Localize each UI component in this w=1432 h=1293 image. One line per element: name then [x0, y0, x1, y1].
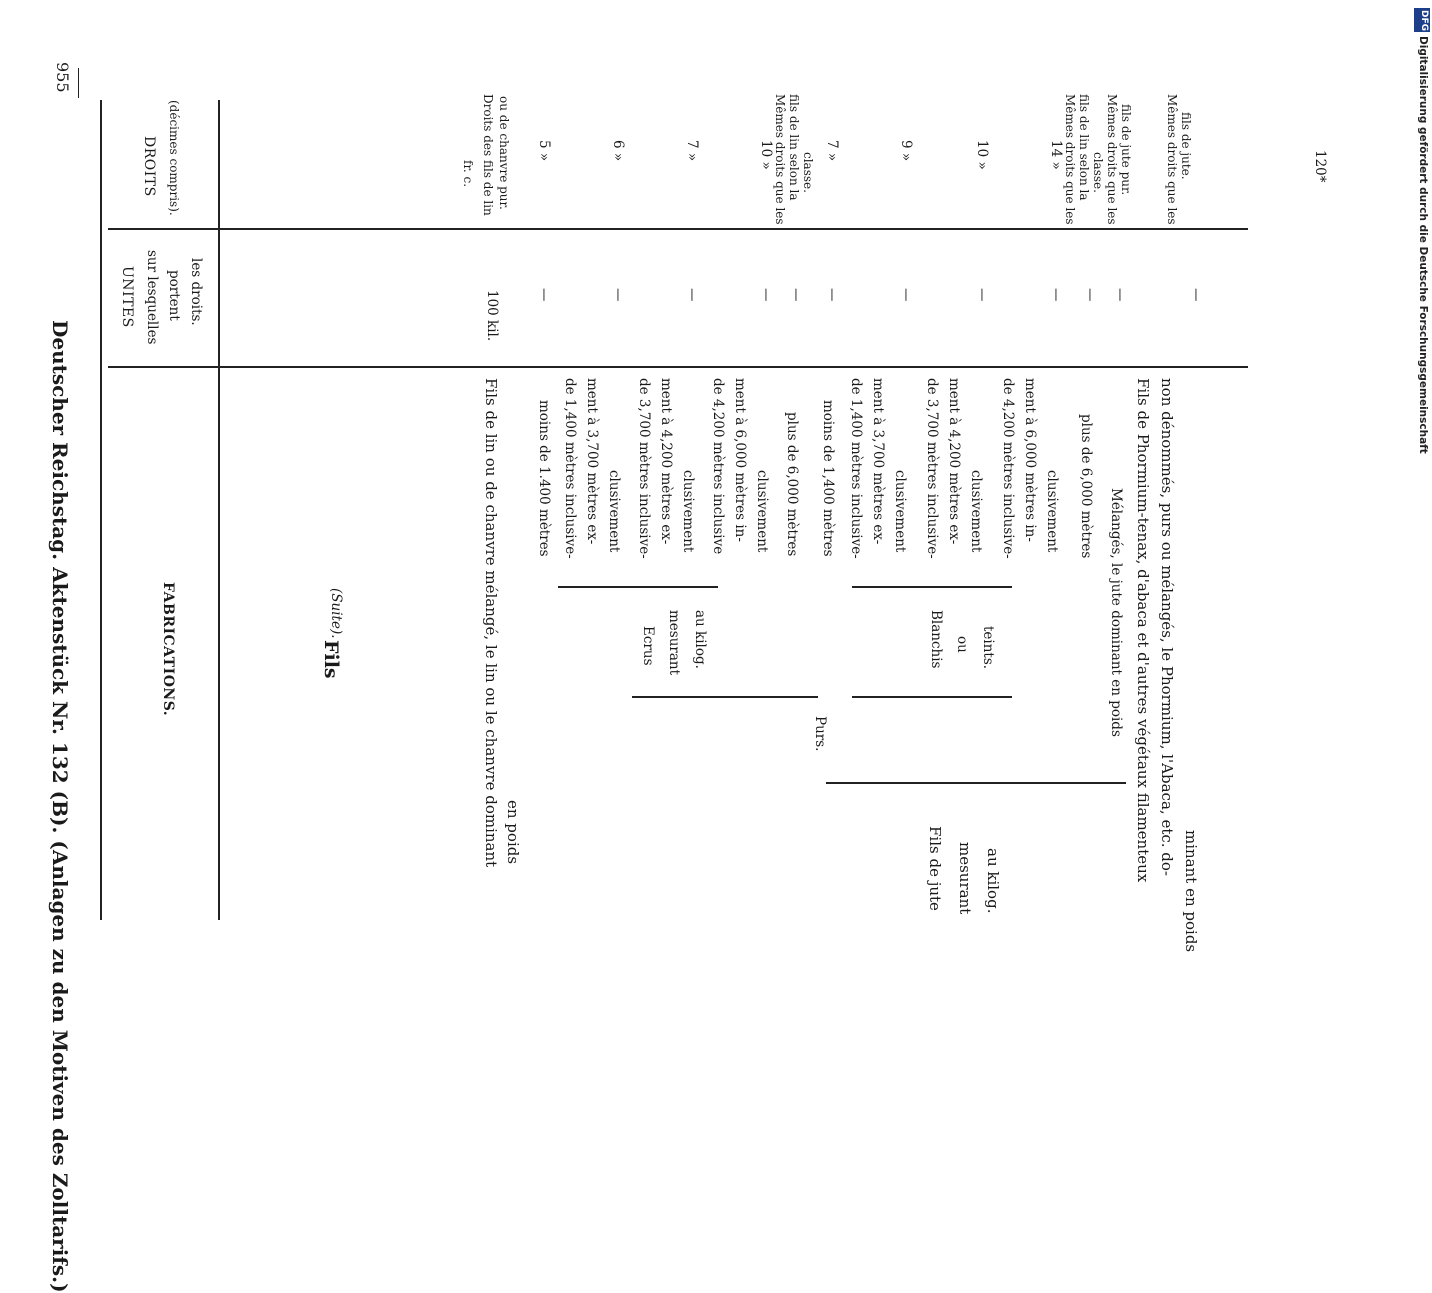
blanchis-4200-a: de 4,200 mètres inclusive- [1000, 378, 1016, 559]
col-header-unites: UNITES [119, 266, 135, 328]
brace-ecrus-outer [632, 696, 818, 698]
page-header-title: Deutscher Reichstag. Aktenstück Nr. 132 (B). (Anlagen zu den Motiven des Zolltarifs.) [48, 320, 72, 1293]
brace-purs [826, 782, 1126, 784]
ecrus-3700-b: ment à 4,200 mètres ex- [658, 378, 674, 545]
digitization-watermark: Digitalisierung gefördert durch die Deutsche Forschungsgemeinschaft [1417, 36, 1429, 454]
ecrus-1400-a: de 1,400 mètres inclusive- [562, 378, 578, 559]
header-rule [78, 68, 79, 98]
blanchis-1400-a: de 1,400 mètres inclusive- [848, 378, 864, 559]
col-header-unites-3: portent [166, 270, 182, 321]
unite-dash: — [1082, 288, 1098, 302]
unite-dash: — [824, 288, 840, 302]
blanchis-3700-b: ment à 4,200 mètres ex- [946, 378, 962, 545]
dfg-logo-text: DFG [1419, 10, 1429, 32]
row-fils-lin-line2: en poids [504, 800, 522, 865]
ecrus-1400-c: clusivement [606, 470, 622, 553]
blanchis-label-2: ou [954, 636, 970, 653]
brace-ecrus [558, 586, 718, 588]
section-title: Fils [320, 640, 342, 679]
droit-value: 7 » [824, 140, 840, 162]
ecrus-1400-b: ment à 3,700 mètres ex- [584, 378, 600, 545]
droits-memes-jute-b2: fils de jute. [1179, 112, 1193, 180]
unite-dash: — [1112, 288, 1128, 302]
ecrus-3700-c: clusivement [680, 470, 696, 553]
droits-memes-lin-2: fils de lin selon la [787, 94, 801, 201]
row-melanges: Mélangés, le jute dominant en poids [1108, 488, 1124, 737]
col-header-unites-4: les droits. [188, 258, 204, 326]
column-rule-unites [108, 366, 1248, 368]
ecrus-4200-a: de 4,200 mètres inclusive [710, 378, 726, 555]
droits-memes-lin-b2: fils de lin selon la [1077, 94, 1091, 201]
blanchis-label-3: teints. [980, 626, 996, 670]
ecrus-label-1: Ecrus [640, 626, 656, 666]
droits-lin-1: Droits des fils de lin [481, 94, 495, 216]
droits-memes-jute-b1: Mêmes droits que les [1165, 94, 1179, 225]
jute-label-2: mesurant [956, 842, 974, 915]
ecrus-3700-a: de 3,700 mètres inclusive- [636, 378, 652, 559]
blanchis-1400-c: clusivement [892, 470, 908, 553]
col-header-droits-2: (décimes compris). [167, 100, 181, 216]
ecrus-moins: moins de 1.400 mètres [536, 400, 552, 557]
footer-number: 120* [1312, 150, 1328, 183]
unite-100-kil: 100 kil. [484, 290, 500, 342]
unite-dash: — [974, 288, 990, 302]
unite-dash: — [758, 288, 774, 302]
droits-lin-2: ou de chanvre pur. [497, 96, 511, 210]
droits-fr-c: fr. c. [461, 160, 475, 188]
page-number: 955 [53, 62, 72, 93]
droit-value: 7 » [684, 140, 700, 162]
blanchis-1400-b: ment à 3,700 mètres ex- [870, 378, 886, 545]
blanchis-moins: moins de 1,400 mètres [820, 400, 836, 557]
unite-dash: — [788, 288, 804, 302]
unite-dash: — [684, 288, 700, 302]
purs-label: Purs. [812, 716, 828, 752]
unite-dash: — [536, 288, 552, 302]
ecrus-label-3: au kilog. [692, 610, 708, 669]
droits-memes-lin-b1: Mêmes droits que les [1063, 94, 1077, 225]
unite-dash: — [1188, 288, 1204, 302]
header-bottom-rule [218, 100, 220, 920]
blanchis-4200-c: clusivement [1044, 470, 1060, 553]
brace-blanchis [852, 586, 1012, 588]
blanchis-3700-a: de 3,700 mètres inclusive- [924, 378, 940, 559]
row-phormium-2: non dénommés, purs ou mélangés, le Phormium, l'Abaca, etc. do- [1158, 378, 1176, 876]
section-suite: (Suite). [328, 588, 344, 639]
brace-blanchis-outer [852, 696, 1012, 698]
droit-value: 14 » [1048, 140, 1064, 170]
droits-memes-lin-b3: classe. [1091, 152, 1105, 193]
unite-dash: — [610, 288, 626, 302]
droits-memes-jute-1: Mêmes droits que les [1105, 94, 1119, 225]
col-header-unites-2: sur lesquelles [144, 250, 160, 345]
blanchis-plus: plus de 6,000 mètres [1078, 414, 1094, 559]
column-rule-droits [108, 228, 1248, 230]
blanchis-3700-c: clusivement [968, 470, 984, 553]
unite-dash: — [898, 288, 914, 302]
droit-value: 5 » [536, 140, 552, 162]
row-phormium-1: Fils de Phormium-tenax, d'abaca et d'autres végétaux filamenteux [1134, 378, 1152, 883]
droit-value: 10 » [758, 140, 774, 170]
jute-label-3: au kilog. [984, 848, 1002, 914]
jute-label-1: Fils de jute [926, 826, 944, 911]
blanchis-label-1: Blanchis [928, 610, 944, 669]
unite-dash: — [1048, 288, 1064, 302]
droits-memes-jute-2: fils de jute pur. [1119, 104, 1133, 196]
table-left-rule [100, 100, 102, 920]
droit-value: 10 » [974, 140, 990, 170]
ecrus-plus: plus de 6,000 mètres [784, 412, 800, 557]
droit-value: 6 » [610, 140, 626, 162]
col-header-fabrications: FABRICATIONS. [160, 582, 176, 717]
ecrus-4200-b: ment à 6,000 mètres in- [732, 378, 748, 542]
row-phormium-3: minant en poids [1182, 830, 1200, 953]
col-header-droits: DROITS [141, 136, 157, 197]
droits-memes-lin-3: classe. [801, 152, 815, 193]
droits-memes-lin-1: Mêmes droits que les [773, 94, 787, 225]
row-fils-lin-line1: Fils de lin ou de chanvre mélangé, le lin ou le chanvre dominant [482, 378, 500, 868]
ecrus-label-2: mesurant [666, 610, 682, 676]
ecrus-4200-c: clusivement [754, 470, 770, 553]
droit-value: 9 » [898, 140, 914, 162]
blanchis-4200-b: ment à 6,000 mètres in- [1022, 378, 1038, 542]
